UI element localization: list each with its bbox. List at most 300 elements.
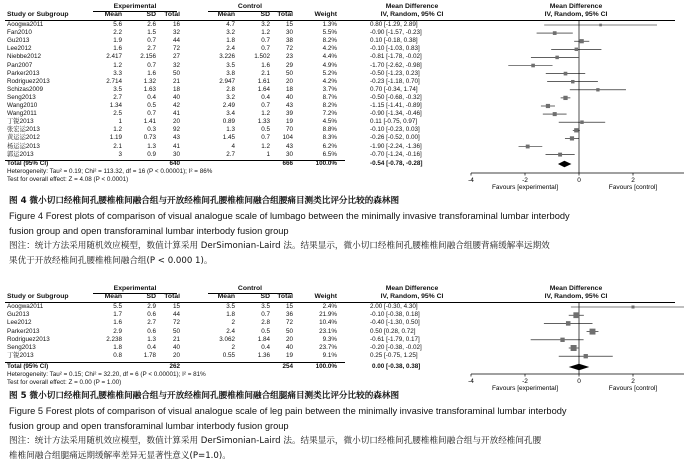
cell-mean-c: 2.947 bbox=[219, 77, 235, 85]
cell-ci: 0.70 [-0.34, 1.74] bbox=[370, 85, 418, 93]
cell-total-c: 19 bbox=[285, 352, 293, 360]
heterogeneity-text: Heterogeneity: Tau² = 0.15; Chi² = 32.20, df = 6 (P < 0.00001); I² = 81% bbox=[7, 371, 206, 378]
cell-mean-e: 1.8 bbox=[113, 344, 122, 351]
cell-mean-e: 0.8 bbox=[113, 352, 122, 360]
cell-total-e: 43 bbox=[172, 134, 180, 142]
cell-sd-e: 2.7 bbox=[147, 45, 156, 53]
cell-sd-e: 0.5 bbox=[147, 102, 156, 109]
cell-study: 杨运运2013 bbox=[7, 142, 40, 150]
figure-4-caption bbox=[9, 194, 679, 269]
cell-total-e: 32 bbox=[172, 29, 180, 37]
cell-study: Aoogwa2011 bbox=[7, 21, 44, 28]
header-sd: SD bbox=[146, 293, 156, 300]
cell-ci: 2.00 [-0.30, 4.30] bbox=[370, 303, 418, 310]
cell-mean-e: 2.238 bbox=[106, 335, 122, 343]
total-weight: 100.0% bbox=[315, 160, 337, 167]
cell-mean-c: 0.55 bbox=[222, 352, 235, 360]
cell-ci: -0.81 [-1.78, -0.02] bbox=[370, 53, 422, 61]
cell-mean-c: 3.5 bbox=[226, 61, 235, 69]
cell-mean-c: 1.8 bbox=[226, 311, 235, 319]
cell-ci: -0.50 [-0.68, -0.32] bbox=[370, 93, 422, 101]
cell-sd-e: 1.6 bbox=[147, 69, 156, 77]
header-mean: Mean bbox=[104, 293, 122, 300]
cell-weight: 4.2% bbox=[322, 45, 337, 53]
cell-sd-e: 1.3 bbox=[147, 142, 156, 150]
total-ci: -0.54 [-0.78, -0.28] bbox=[370, 160, 423, 167]
cell-sd-c: 1 bbox=[266, 150, 270, 158]
total-label: Total (95% CI) bbox=[7, 160, 49, 167]
cell-weight: 8.3% bbox=[322, 134, 337, 142]
cell-study: 郭运2013 bbox=[7, 150, 34, 158]
figure-4-note-line1: 图注：统计方法采用随机效应模型，数值计算采用 DerSimonian-Laird 法。结果显示，微小切口经椎间孔腰椎椎间融合组腰背痛缓解率远期效 bbox=[9, 241, 550, 251]
cell-mean-e: 5.6 bbox=[113, 21, 122, 28]
header-sd: SD bbox=[146, 11, 156, 18]
cell-total-e: 44 bbox=[172, 311, 180, 319]
point-estimate-square bbox=[558, 153, 562, 157]
forest-plot-graphic bbox=[0, 282, 684, 402]
cell-study: Parker2013 bbox=[7, 69, 40, 77]
point-estimate-square bbox=[553, 112, 557, 116]
cell-weight: 3.7% bbox=[322, 85, 337, 93]
tick-label: -4 bbox=[468, 177, 474, 184]
cell-weight: 23.7% bbox=[319, 344, 337, 351]
header-total: Total bbox=[164, 11, 180, 18]
header-experimental: Experimental bbox=[113, 285, 157, 292]
cell-weight: 4.9% bbox=[322, 61, 337, 69]
cell-study: Parker2013 bbox=[7, 327, 40, 335]
cell-study: Gu2013 bbox=[7, 311, 30, 319]
cell-sd-e: 0.73 bbox=[143, 134, 156, 142]
total-control: 666 bbox=[282, 160, 293, 167]
cell-ci: -0.10 [-1.03, 0.83] bbox=[370, 45, 420, 53]
favours-experimental-label: Favours [experimental] bbox=[491, 385, 559, 392]
cell-total-e: 40 bbox=[172, 344, 180, 351]
cell-sd-c: 1.36 bbox=[257, 352, 270, 360]
point-estimate-square bbox=[596, 88, 599, 91]
point-estimate-square bbox=[575, 48, 578, 51]
cell-total-c: 29 bbox=[285, 61, 293, 69]
total-weight: 100.0% bbox=[315, 363, 337, 370]
cell-weight: 8.2% bbox=[322, 37, 337, 45]
header-ci-plot: IV, Random, 95% CI bbox=[544, 11, 608, 18]
cell-study: Gu2013 bbox=[7, 37, 30, 45]
point-estimate-square bbox=[553, 31, 557, 35]
cell-mean-e: 1.34 bbox=[109, 102, 122, 109]
cell-weight: 7.2% bbox=[322, 110, 337, 118]
favours-experimental-label: Favours [experimental] bbox=[491, 184, 559, 191]
figure-4-note-line2: 果优于开放经椎间孔腰椎椎间融合组(P < 0.000 1)。 bbox=[9, 256, 213, 266]
cell-sd-c: 2.8 bbox=[261, 319, 270, 327]
point-estimate-square bbox=[580, 120, 584, 124]
cell-total-c: 43 bbox=[285, 142, 293, 150]
cell-study: Pan2007 bbox=[7, 61, 33, 69]
cell-sd-c: 1.64 bbox=[257, 85, 270, 93]
cell-mean-c: 2.49 bbox=[222, 102, 235, 109]
cell-total-e: 20 bbox=[172, 118, 180, 126]
point-estimate-square bbox=[570, 136, 574, 140]
cell-mean-c: 1.45 bbox=[222, 134, 235, 142]
cell-mean-e: 2.5 bbox=[113, 110, 122, 118]
figure-5-zh-title: 图 5 微小切口经椎间孔腰椎椎间融合组与开放经椎间孔腰椎椎间融合组腿痛目测类比评分比较的森林图 bbox=[9, 391, 400, 401]
header-mean-difference: Mean Difference bbox=[385, 3, 439, 10]
cell-mean-e: 1.2 bbox=[113, 61, 122, 69]
total-ci: 0.00 [-0.38, 0.38] bbox=[372, 363, 421, 370]
cell-study: Rodriguez2013 bbox=[7, 77, 50, 85]
cell-mean-c: 4.7 bbox=[226, 21, 235, 28]
cell-total-c: 30 bbox=[285, 150, 293, 158]
cell-total-e: 40 bbox=[172, 93, 180, 101]
point-estimate-square bbox=[560, 338, 564, 342]
figure-4-en-title-line1: Figure 4 Forest plots of comparison of visual analogue scale of lumbago between the minimally invasive transforaminal lumbar interbody bbox=[9, 211, 570, 221]
cell-mean-e: 5.5 bbox=[113, 303, 122, 310]
cell-sd-c: 1.2 bbox=[261, 29, 270, 37]
favours-control-label: Favours [control] bbox=[608, 385, 658, 392]
cell-mean-e: 2.417 bbox=[106, 53, 122, 61]
cell-sd-e: 0.4 bbox=[147, 93, 156, 101]
cell-sd-c: 0.5 bbox=[261, 327, 270, 335]
header-total: Total bbox=[277, 11, 293, 18]
header-experimental: Experimental bbox=[113, 3, 157, 10]
cell-total-c: 39 bbox=[285, 110, 293, 118]
cell-mean-c: 3.8 bbox=[226, 69, 235, 77]
cell-sd-e: 0.7 bbox=[147, 37, 156, 45]
cell-total-e: 41 bbox=[172, 142, 180, 150]
cell-mean-e: 2.1 bbox=[113, 142, 122, 150]
point-estimate-square bbox=[571, 345, 577, 351]
cell-sd-c: 0.7 bbox=[261, 134, 270, 142]
cell-sd-c: 3.2 bbox=[261, 21, 270, 28]
cell-total-e: 41 bbox=[172, 110, 180, 118]
cell-ci: -0.90 [-1.34, -0.46] bbox=[370, 110, 422, 118]
cell-study: Aoogwa2011 bbox=[7, 303, 44, 310]
cell-mean-c: 3.2 bbox=[226, 93, 235, 101]
cell-sd-c: 1.2 bbox=[261, 110, 270, 118]
cell-mean-e: 2.9 bbox=[113, 327, 122, 335]
cell-ci: -1.70 [-2.62, -0.98] bbox=[370, 61, 422, 69]
cell-study: Wang2011 bbox=[7, 110, 37, 118]
header-ci: IV, Random, 95% CI bbox=[380, 293, 444, 300]
point-estimate-square bbox=[573, 312, 579, 318]
cell-mean-c: 2.7 bbox=[226, 150, 235, 158]
cell-sd-c: 1.84 bbox=[257, 335, 270, 343]
tick-label: -2 bbox=[522, 177, 528, 184]
cell-mean-c: 2.4 bbox=[226, 45, 235, 53]
header-mean: Mean bbox=[217, 11, 235, 18]
point-estimate-square bbox=[580, 39, 584, 43]
cell-total-e: 72 bbox=[172, 319, 180, 327]
cell-weight: 9.1% bbox=[322, 352, 337, 360]
point-estimate-square bbox=[584, 354, 588, 358]
cell-study: Schizas2009 bbox=[7, 85, 44, 93]
cell-total-c: 40 bbox=[285, 93, 293, 101]
cell-ci: -0.10 [-0.38, 0.18] bbox=[370, 311, 420, 319]
cell-sd-c: 0.7 bbox=[261, 37, 270, 45]
heterogeneity-text: Heterogeneity: Tau² = 0.19; Chi² = 113.32, df = 16 (P < 0.00001); I² = 86% bbox=[7, 168, 213, 175]
total-label: Total (95% CI) bbox=[7, 363, 49, 370]
cell-weight: 8.2% bbox=[322, 102, 337, 109]
figure-4-en-title-line2: fusion group and open transforaminal lumbar interbody fusion group bbox=[9, 226, 289, 236]
cell-ci: -0.50 [-1.23, 0.23] bbox=[370, 69, 420, 77]
cell-ci: -1.15 [-1.41, -0.89] bbox=[370, 102, 422, 109]
cell-total-c: 15 bbox=[285, 21, 293, 28]
cell-study: Rodriguez2013 bbox=[7, 335, 50, 343]
header-weight: Weight bbox=[314, 11, 337, 18]
cell-ci: 0.11 [-0.75, 0.97] bbox=[370, 118, 418, 126]
cell-study: Seng2013 bbox=[7, 344, 36, 351]
cell-weight: 4.2% bbox=[322, 77, 337, 85]
cell-mean-c: 2.8 bbox=[226, 85, 235, 93]
cell-sd-e: 0.4 bbox=[147, 344, 156, 351]
total-experimental: 262 bbox=[169, 363, 180, 370]
header-sd: SD bbox=[260, 11, 270, 18]
cell-ci: -0.90 [-1.57, -0.23] bbox=[370, 29, 422, 37]
cell-study: 丁锐2013 bbox=[7, 352, 34, 360]
cell-total-c: 38 bbox=[285, 37, 293, 45]
cell-sd-c: 1.6 bbox=[261, 61, 270, 69]
cell-sd-c: 1.61 bbox=[257, 77, 270, 85]
cell-mean-c: 1.3 bbox=[226, 126, 235, 134]
point-estimate-square bbox=[555, 56, 558, 59]
cell-sd-c: 0.4 bbox=[261, 93, 270, 101]
figure-5-en-title-line2: fusion group and open transforaminal lumbar interbody fusion group bbox=[9, 421, 289, 431]
cell-total-e: 42 bbox=[172, 102, 180, 109]
cell-weight: 5.5% bbox=[322, 29, 337, 37]
header-sd: SD bbox=[260, 293, 270, 300]
point-estimate-square bbox=[564, 72, 568, 76]
cell-total-c: 43 bbox=[285, 102, 293, 109]
cell-sd-e: 2.7 bbox=[147, 319, 156, 327]
header-weight: Weight bbox=[314, 293, 337, 300]
cell-mean-e: 2.7 bbox=[113, 93, 122, 101]
cell-mean-c: 2 bbox=[231, 344, 235, 351]
cell-total-c: 23 bbox=[285, 53, 293, 61]
cell-total-e: 21 bbox=[172, 77, 180, 85]
cell-sd-e: 2.6 bbox=[147, 21, 156, 28]
cell-total-e: 21 bbox=[172, 335, 180, 343]
cell-total-c: 72 bbox=[285, 319, 293, 327]
cell-total-c: 20 bbox=[285, 335, 293, 343]
cell-ci: -0.70 [-1.24, -0.16] bbox=[370, 150, 422, 158]
point-estimate-square bbox=[563, 96, 567, 100]
cell-total-e: 20 bbox=[172, 352, 180, 360]
cell-sd-e: 0.3 bbox=[147, 126, 156, 134]
tick-label: 0 bbox=[577, 378, 581, 385]
cell-ci: 0.80 [-1.29, 2.89] bbox=[370, 21, 418, 28]
cell-mean-c: 3.4 bbox=[226, 110, 235, 118]
cell-mean-e: 3.3 bbox=[113, 69, 122, 77]
point-estimate-square bbox=[632, 306, 635, 309]
cell-study: Seng2013 bbox=[7, 93, 36, 101]
cell-sd-c: 0.7 bbox=[261, 311, 270, 319]
cell-total-e: 30 bbox=[172, 150, 180, 158]
header-study: Study or Subgroup bbox=[7, 293, 69, 300]
cell-weight: 5.2% bbox=[322, 69, 337, 77]
cell-study: 丁锐2013 bbox=[7, 118, 34, 126]
cell-ci: 0.10 [-0.18, 0.38] bbox=[370, 37, 418, 45]
cell-sd-e: 0.9 bbox=[147, 150, 156, 158]
cell-total-c: 50 bbox=[285, 69, 293, 77]
point-estimate-square bbox=[599, 24, 602, 27]
cell-study: Niebbe2012 bbox=[7, 53, 41, 61]
cell-weight: 1.3% bbox=[322, 21, 337, 28]
cell-sd-e: 0.7 bbox=[147, 110, 156, 118]
header-mean: Mean bbox=[217, 293, 235, 300]
cell-study: Wang2010 bbox=[7, 102, 38, 109]
cell-weight: 6.5% bbox=[322, 150, 337, 158]
point-estimate-square bbox=[546, 104, 550, 108]
figure-5-note-line2: 椎椎间融合组腿痛远期缓解率差异无显著性意义(P=1.0)。 bbox=[9, 451, 231, 461]
cell-sd-e: 1.41 bbox=[143, 118, 156, 126]
total-control: 254 bbox=[282, 363, 293, 370]
cell-sd-e: 1.63 bbox=[143, 85, 156, 93]
cell-sd-c: 2.1 bbox=[261, 69, 270, 77]
header-control: Control bbox=[237, 3, 263, 10]
cell-mean-e: 1.7 bbox=[113, 311, 122, 319]
cell-ci: 0.50 [0.28, 0.72] bbox=[370, 327, 416, 335]
cell-sd-e: 1.32 bbox=[143, 77, 156, 85]
cell-sd-e: 1.3 bbox=[147, 335, 156, 343]
cell-mean-e: 1.6 bbox=[113, 319, 122, 327]
cell-sd-e: 2.156 bbox=[140, 53, 156, 61]
cell-total-c: 72 bbox=[285, 45, 293, 53]
cell-mean-c: 3.226 bbox=[219, 53, 235, 61]
cell-mean-e: 1.2 bbox=[113, 126, 122, 134]
cell-total-c: 36 bbox=[285, 311, 293, 319]
cell-total-e: 72 bbox=[172, 45, 180, 53]
cell-weight: 2.4% bbox=[322, 303, 337, 310]
cell-mean-e: 1.19 bbox=[109, 134, 122, 142]
header-study: Study or Subgroup bbox=[7, 11, 69, 18]
cell-weight: 9.3% bbox=[322, 335, 337, 343]
cell-weight: 8.8% bbox=[322, 126, 337, 134]
cell-study: Lee2012 bbox=[7, 45, 32, 53]
cell-study: 黄运运2012 bbox=[7, 134, 40, 142]
header-total: Total bbox=[164, 293, 180, 300]
cell-total-e: 16 bbox=[172, 21, 180, 28]
cell-weight: 8.7% bbox=[322, 93, 337, 101]
cell-study: Lee2012 bbox=[7, 319, 32, 327]
cell-total-c: 30 bbox=[285, 29, 293, 37]
cell-weight: 6.2% bbox=[322, 142, 337, 150]
cell-ci: -0.40 [-1.30, 0.50] bbox=[370, 319, 420, 327]
cell-ci: -0.23 [-1.18, 0.70] bbox=[370, 77, 420, 85]
cell-sd-c: 0.7 bbox=[261, 102, 270, 109]
cell-weight: 23.1% bbox=[319, 327, 337, 335]
cell-study: 张宏运2013 bbox=[7, 126, 40, 134]
header-mean: Mean bbox=[104, 11, 122, 18]
figure-4-zh-title: 图 4 微小切口经椎间孔腰椎椎间融合组与开放经椎间孔腰椎椎间融合组腰痛目测类比评分比较的森林图 bbox=[9, 196, 400, 206]
figure-5-en-title-line1: Figure 5 Forest plots of comparison of visual analogue scale of leg pain between the minimally invasive transforaminal lumbar interbody bbox=[9, 406, 567, 416]
tick-label: 2 bbox=[631, 177, 635, 184]
point-estimate-square bbox=[526, 145, 530, 149]
cell-mean-c: 3.5 bbox=[226, 303, 235, 310]
tick-label: 2 bbox=[631, 378, 635, 385]
pooled-diamond bbox=[569, 364, 590, 370]
cell-total-e: 44 bbox=[172, 37, 180, 45]
cell-total-e: 18 bbox=[172, 85, 180, 93]
cell-total-c: 15 bbox=[285, 303, 293, 310]
cell-mean-e: 1 bbox=[118, 118, 122, 126]
cell-ci: 0.25 [-0.75, 1.25] bbox=[370, 352, 418, 360]
cell-ci: -1.90 [-2.24, -1.36] bbox=[370, 142, 422, 150]
cell-mean-c: 4 bbox=[231, 142, 235, 150]
cell-total-c: 104 bbox=[282, 134, 293, 142]
cell-sd-e: 1.78 bbox=[143, 352, 156, 360]
cell-total-e: 50 bbox=[172, 69, 180, 77]
figure-5-caption bbox=[9, 389, 679, 464]
point-estimate-square bbox=[590, 329, 596, 335]
cell-total-c: 40 bbox=[285, 344, 293, 351]
cell-mean-e: 1.9 bbox=[113, 37, 122, 45]
cell-total-c: 50 bbox=[285, 327, 293, 335]
cell-mean-e: 3 bbox=[118, 150, 122, 158]
point-estimate-square bbox=[574, 128, 578, 132]
header-control: Control bbox=[237, 285, 263, 292]
cell-sd-e: 1.5 bbox=[147, 29, 156, 37]
cell-total-e: 15 bbox=[172, 303, 180, 310]
cell-weight: 10.4% bbox=[319, 319, 337, 327]
cell-sd-c: 0.7 bbox=[261, 45, 270, 53]
header-mean-difference-plot: Mean Difference bbox=[549, 3, 603, 10]
cell-sd-c: 1.502 bbox=[254, 53, 270, 61]
forest-plot-graphic bbox=[0, 0, 684, 200]
header-ci: IV, Random, 95% CI bbox=[380, 11, 444, 18]
header-mean-difference: Mean Difference bbox=[385, 285, 439, 292]
cell-mean-c: 3.062 bbox=[219, 335, 235, 343]
cell-total-c: 18 bbox=[285, 85, 293, 93]
cell-total-e: 27 bbox=[172, 53, 180, 61]
cell-ci: -0.26 [-0.52, 0.00] bbox=[370, 134, 420, 142]
overall-effect-text: Test for overall effect: Z = 4.08 (P < 0.0001) bbox=[7, 176, 129, 183]
cell-total-c: 20 bbox=[285, 77, 293, 85]
cell-weight: 4.4% bbox=[322, 53, 337, 61]
cell-ci: -0.61 [-1.79, 0.17] bbox=[370, 335, 420, 343]
cell-sd-e: 0.7 bbox=[147, 61, 156, 69]
cell-mean-e: 1.6 bbox=[113, 45, 122, 53]
cell-study: Fan2010 bbox=[7, 29, 32, 37]
cell-mean-c: 1.8 bbox=[226, 37, 235, 45]
cell-total-e: 32 bbox=[172, 61, 180, 69]
point-estimate-square bbox=[531, 64, 535, 68]
pooled-diamond bbox=[558, 161, 572, 167]
cell-mean-e: 2.2 bbox=[113, 29, 122, 37]
favours-control-label: Favours [control] bbox=[608, 184, 658, 191]
cell-ci: -0.10 [-0.23, 0.03] bbox=[370, 126, 420, 134]
cell-sd-e: 0.6 bbox=[147, 311, 156, 319]
header-total: Total bbox=[277, 293, 293, 300]
cell-sd-c: 0.5 bbox=[261, 126, 270, 134]
header-ci-plot: IV, Random, 95% CI bbox=[544, 293, 608, 300]
point-estimate-square bbox=[566, 321, 571, 326]
cell-weight: 4.5% bbox=[322, 118, 337, 126]
cell-mean-c: 0.89 bbox=[222, 118, 235, 126]
tick-label: 0 bbox=[577, 177, 581, 184]
tick-label: -2 bbox=[522, 378, 528, 385]
cell-total-c: 19 bbox=[285, 118, 293, 126]
cell-mean-c: 2 bbox=[231, 319, 235, 327]
cell-sd-e: 2.9 bbox=[147, 303, 156, 310]
cell-sd-c: 1.33 bbox=[257, 118, 270, 126]
cell-mean-c: 2.4 bbox=[226, 327, 235, 335]
overall-effect-text: Test for overall effect: Z = 0.00 (P = 1.00) bbox=[7, 379, 122, 386]
header-mean-difference-plot: Mean Difference bbox=[549, 285, 603, 292]
cell-sd-c: 0.4 bbox=[261, 344, 270, 351]
cell-mean-e: 2.714 bbox=[106, 77, 122, 85]
cell-sd-e: 0.6 bbox=[147, 327, 156, 335]
tick-label: -4 bbox=[468, 378, 474, 385]
cell-total-c: 70 bbox=[285, 126, 293, 134]
total-experimental: 640 bbox=[169, 160, 180, 167]
